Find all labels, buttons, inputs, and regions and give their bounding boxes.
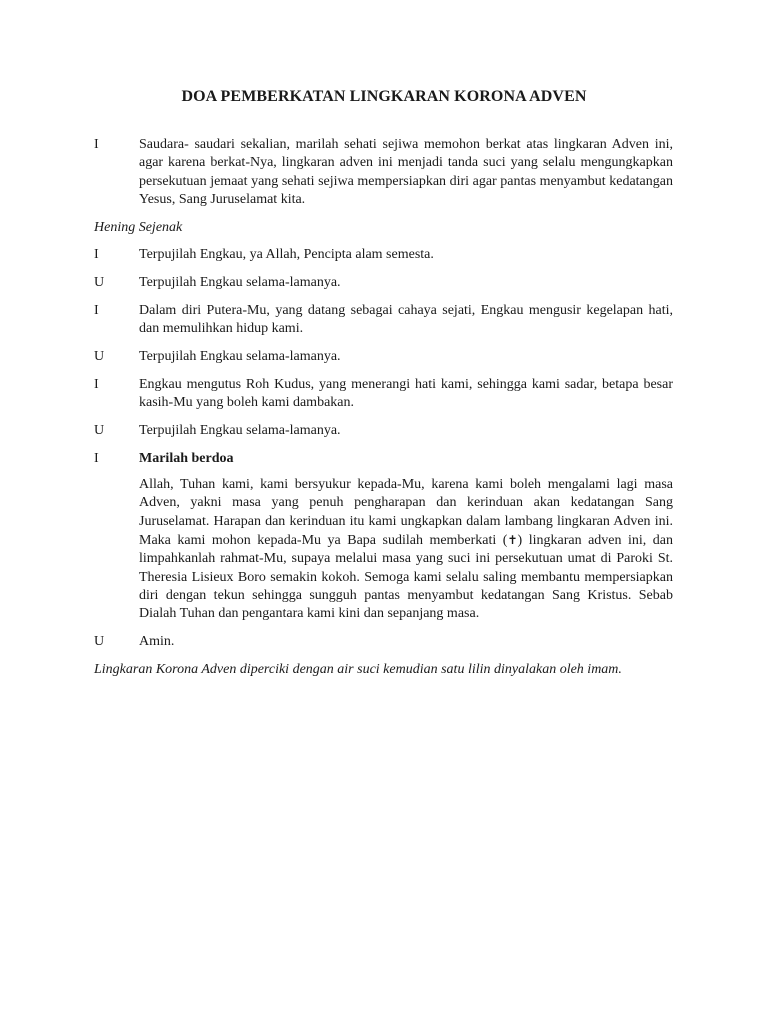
dialogue-line — [94, 348, 673, 366]
speaker-label: U — [94, 275, 105, 291]
dialogue-line — [94, 246, 673, 264]
document-body — [94, 136, 673, 689]
speaker-label: U — [94, 423, 105, 439]
line-text: Saudara- saudari sekalian, marilah sehati sejiwa memohon berkat atas lingkaran Adven ini, agar karena berkat-Nya, lingkaran adven ini menjadi tanda suci yang selalu mengungkapkan persekutuan jemaat yang sehati sejiwa mempersiapkan diri agar pantas menyambut kedatangan Yesus, Sang Juruselamat kita. — [139, 137, 673, 207]
dialogue-line — [94, 274, 673, 292]
speaker-label: I — [94, 303, 99, 319]
rubric-silence: Hening Sejenak — [94, 219, 183, 235]
dialogue-line — [94, 422, 673, 440]
line-text: Engkau mengutus Roh Kudus, yang menerangi hati kami, sehingga kami sadar, betapa besar kasih-Mu yang boleh kami dambakan. — [139, 376, 673, 411]
closing-rubric: Lingkaran Korona Adven diperciki dengan air suci kemudian satu lilin dinyalakan oleh imam. — [94, 661, 622, 677]
dialogue-line — [94, 633, 673, 651]
prayer-content — [139, 450, 673, 624]
prayer-heading: Marilah berdoa — [139, 450, 234, 466]
prayer-body — [139, 476, 673, 623]
speaker-label: U — [94, 349, 105, 365]
line-text: Amin. — [139, 634, 175, 650]
prayer-body-end: ) lingkaran adven ini, dan limpahkanlah rahmat-Mu, supaya melalui masa yang suci ini persekutuan umat di Paroki St. Theresia Lisieux Boro semakin kokoh. Semoga kami selalu saling membantu mempersiapkan diri dengan tekun sehingga sungguh pantas menyambut kedatangan Sang Kristus. Sebab Dialah Tuhan dan pengantara kami kini dan sepanjang masa. — [139, 533, 673, 622]
speaker-label: I — [94, 376, 99, 392]
speaker-label: I — [94, 247, 99, 263]
prayer-body-start: Allah, Tuhan kami, kami bersyukur kepada-Mu, karena kami boleh mengalami lagi masa Adven, yakni masa yang penuh pengharapan dan kerinduan akan kedatangan Sang Juruselamat. Harapan dan kerinduan itu kami ungkapkan dalam lambang lingkaran Adven ini. Maka kami mohon kepada-Mu ya Bapa sudilah memberkati ( — [139, 477, 673, 549]
speaker-label: I — [94, 450, 99, 466]
line-text: Terpujilah Engkau selama-lamanya. — [139, 349, 341, 365]
speaker-label: U — [94, 634, 105, 650]
line-text: Terpujilah Engkau selama-lamanya. — [139, 423, 341, 439]
dialogue-line — [94, 302, 673, 339]
line-text: Terpujilah Engkau, ya Allah, Pencipta alam semesta. — [139, 247, 434, 263]
speaker-label: I — [94, 137, 99, 152]
dialogue-line — [94, 136, 673, 209]
prayer-block — [94, 450, 673, 624]
line-text: Dalam diri Putera-Mu, yang datang sebagai cahaya sejati, Engkau mengusir kegelapan hati, dan memulihkan hidup kami. — [139, 303, 673, 337]
document-title: DOA PEMBERKATAN LINGKARAN KORONA ADVEN — [181, 88, 587, 105]
line-text: Terpujilah Engkau selama-lamanya. — [139, 275, 341, 291]
cross-icon: ✝ — [507, 533, 518, 548]
dialogue-line — [94, 376, 673, 413]
